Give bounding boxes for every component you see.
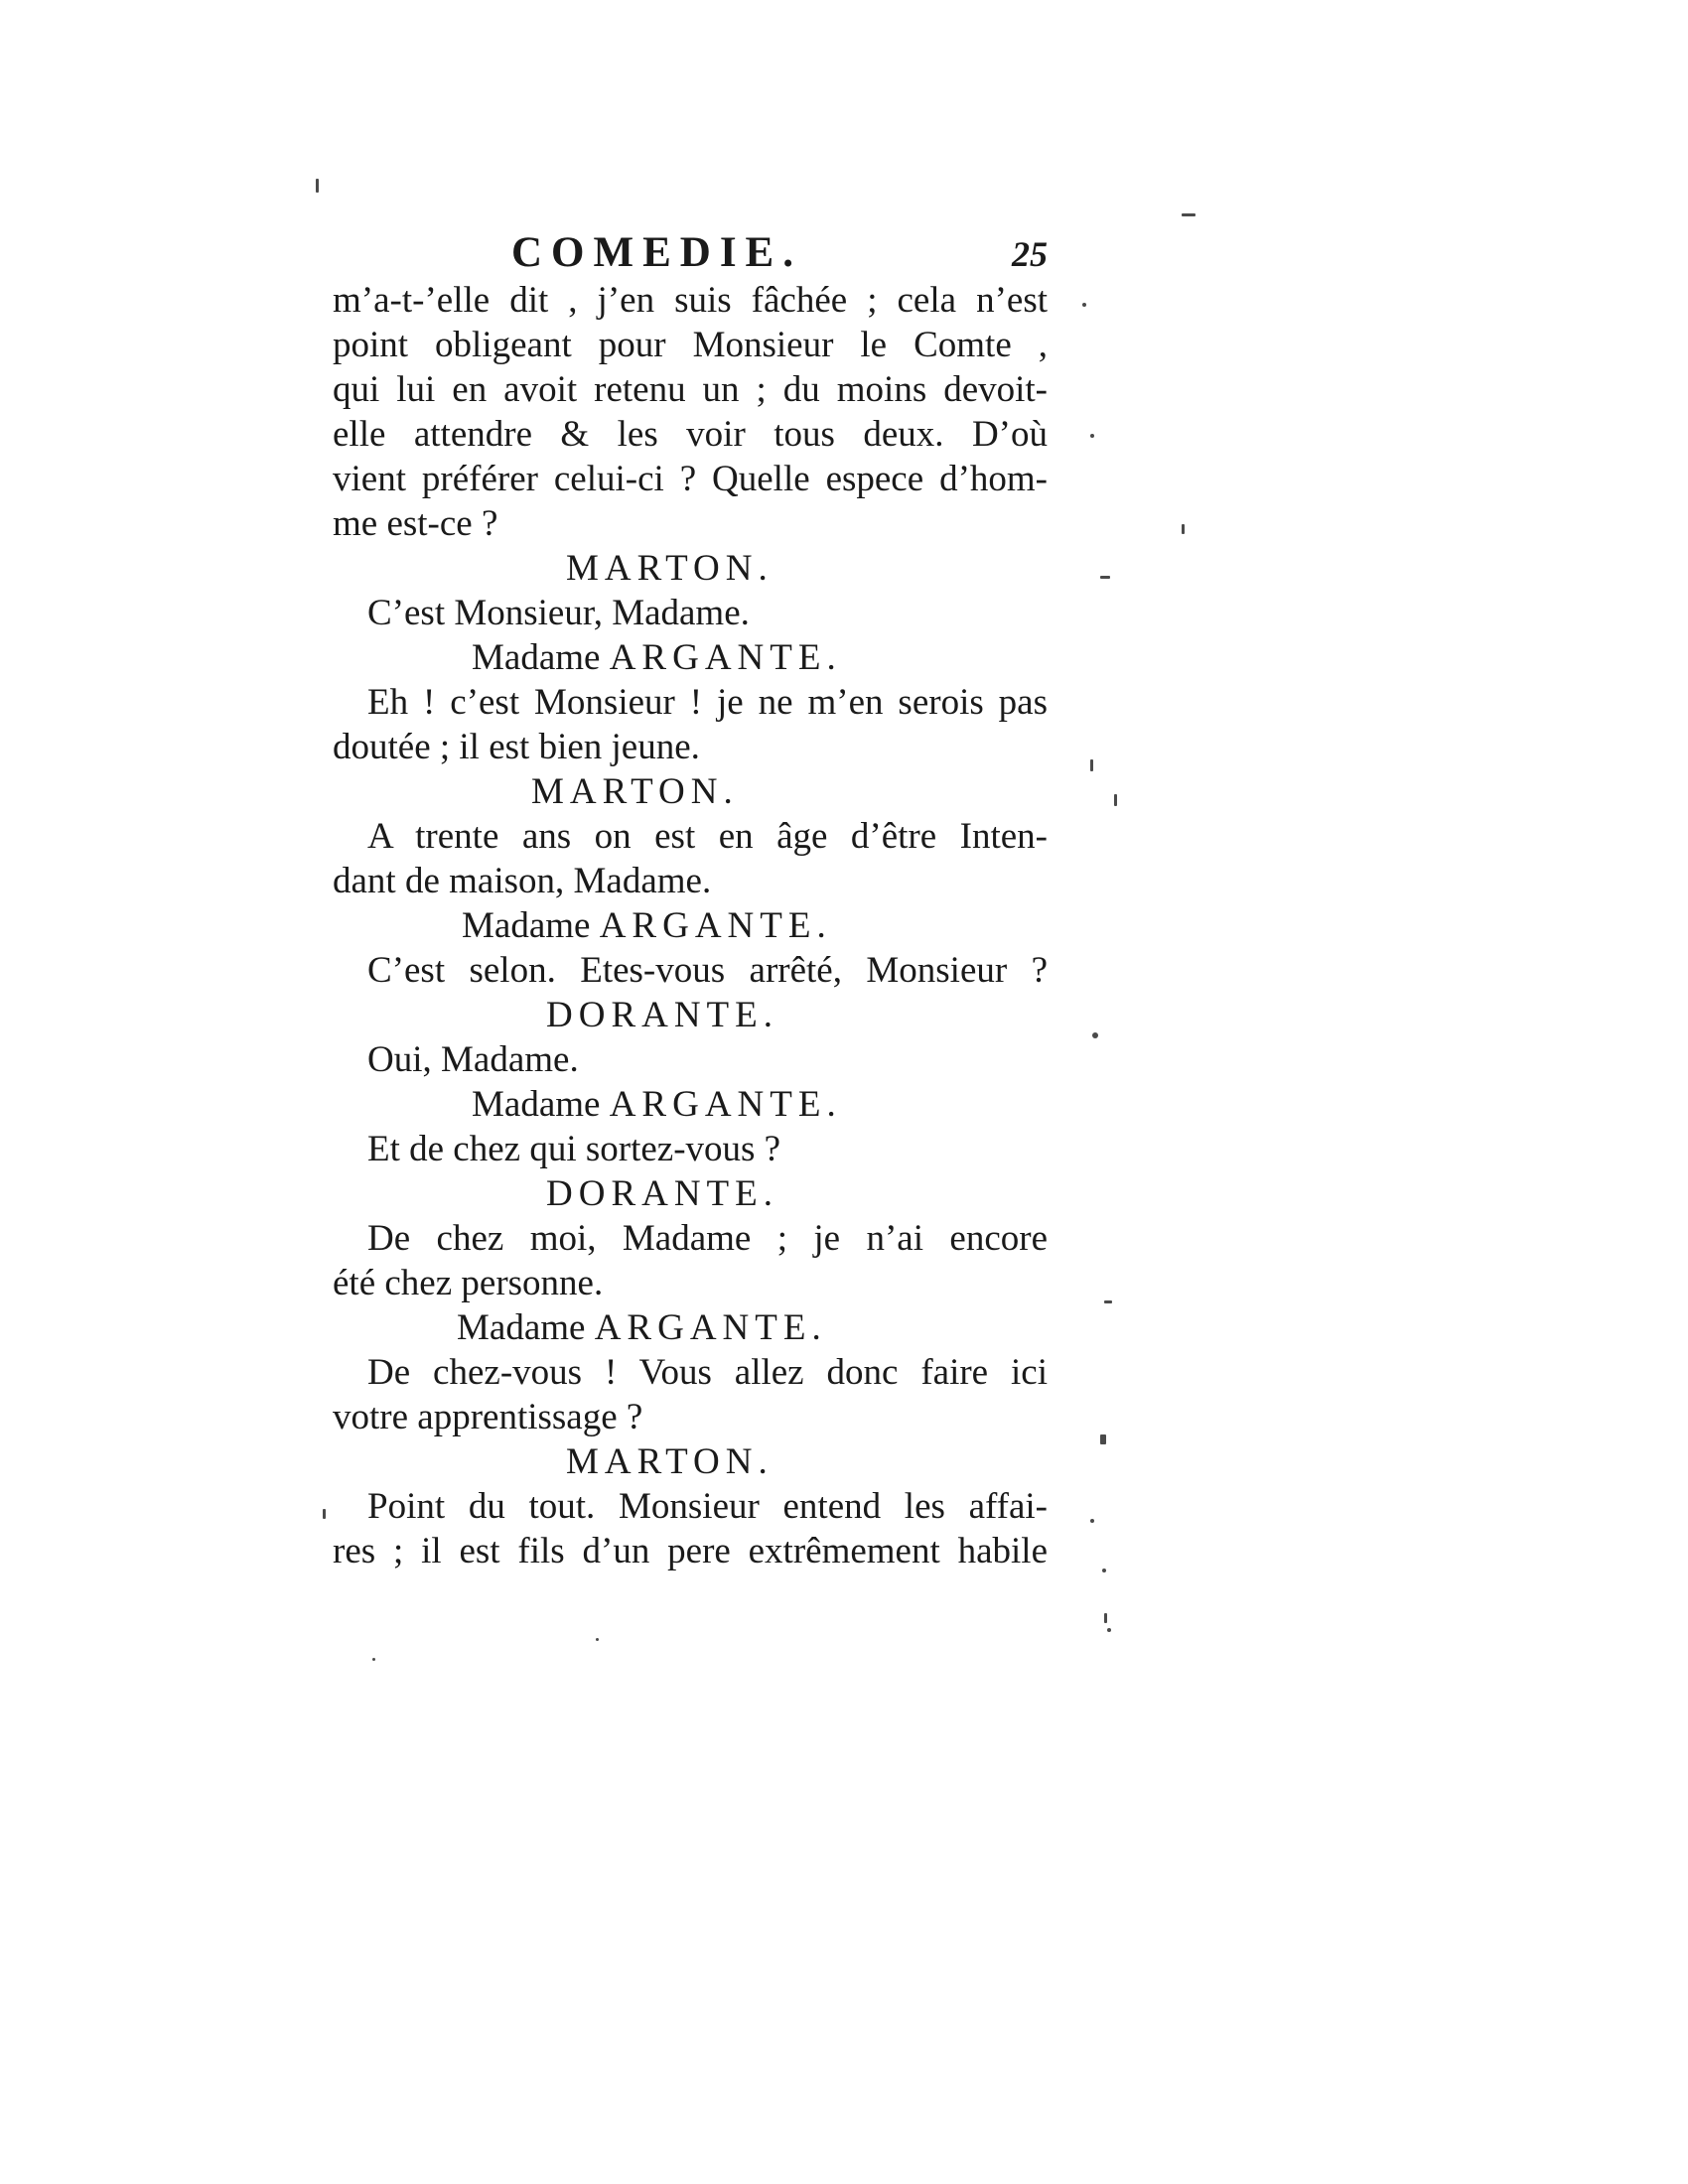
text-line: vient préférer celui-ci ? Quelle espece d’hom- (333, 459, 1048, 499)
speaker-heading: DORANTE. (546, 1173, 779, 1214)
running-title: COMEDIE. (511, 229, 802, 276)
dialogue-line: été chez personne. (333, 1263, 604, 1303)
dialogue-line: Oui, Madame. (367, 1039, 579, 1080)
speaker-prefix: Madame (462, 905, 600, 946)
dialogue-line: Point du tout. Monsieur entend les affai- (367, 1486, 1048, 1527)
text-line: elle attendre & les voir tous deux. D’où (333, 414, 1048, 455)
scan-speck (1182, 213, 1196, 216)
speaker-name: ARGANTE. (609, 637, 842, 678)
scan-speck (596, 1638, 599, 1641)
speaker-heading (333, 1305, 1048, 1350)
dialogue-line: A trente ans on est en âge d’être Inten- (367, 816, 1048, 857)
speaker-heading (333, 635, 1048, 680)
speaker-heading (333, 903, 1048, 948)
scan-speck (1082, 303, 1086, 307)
scan-speck (1092, 1032, 1098, 1038)
scan-speck (1182, 524, 1185, 534)
scan-speck (1100, 576, 1110, 579)
speaker-heading (333, 1082, 1048, 1127)
page-number: 25 (1012, 234, 1048, 274)
dialogue-line: Et de chez qui sortez-vous ? (367, 1129, 781, 1169)
scan-speck (316, 179, 319, 193)
scan-speck (1104, 1613, 1107, 1623)
page-text-block (333, 230, 1048, 1573)
dialogue-line: De chez moi, Madame ; je n’ai encore (367, 1218, 1048, 1259)
text-line: me est-ce ? (333, 503, 498, 544)
dialogue-line: Eh ! c’est Monsieur ! je ne m’en serois pas (367, 682, 1048, 723)
scan-speck (1090, 1519, 1094, 1523)
dialogue-line: votre apprentissage ? (333, 1397, 643, 1437)
text-line: qui lui en avoit retenu un ; du moins devoit- (333, 369, 1048, 410)
speaker-heading: MARTON. (566, 1441, 774, 1482)
dialogue-line: dant de maison, Madame. (333, 861, 712, 901)
speaker-name: ARGANTE. (594, 1307, 827, 1348)
scan-speck (1100, 1434, 1106, 1444)
scan-speck (1114, 794, 1117, 806)
scan-speck (1090, 759, 1093, 771)
speaker-heading: MARTON. (531, 771, 739, 812)
dialogue-line: C’est selon. Etes-vous arrêté, Monsieur ? (367, 950, 1048, 991)
scan-speck (323, 1509, 326, 1519)
dialogue-line: De chez-vous ! Vous allez donc faire ici (367, 1352, 1048, 1393)
speaker-name: ARGANTE. (599, 905, 832, 946)
text-line: m’a-t-’elle dit , j’en suis fâchée ; cela n’est (333, 280, 1048, 321)
scan-speck (1090, 434, 1094, 438)
scan-speck (1102, 1569, 1106, 1572)
scan-speck (1107, 1628, 1111, 1632)
speaker-name: ARGANTE. (609, 1084, 842, 1125)
speaker-prefix: Madame (472, 1084, 610, 1125)
speaker-prefix: Madame (472, 637, 610, 678)
scan-speck (1104, 1300, 1112, 1303)
page-header (333, 230, 1048, 280)
speaker-heading: MARTON. (566, 548, 774, 589)
dialogue-line: C’est Monsieur, Madame. (367, 593, 750, 633)
dialogue-line: res ; il est fils d’un pere extrêmement habile (333, 1531, 1048, 1571)
text-line: point obligeant pour Monsieur le Comte , (333, 325, 1048, 365)
dialogue-line: doutée ; il est bien jeune. (333, 727, 700, 767)
speaker-heading: DORANTE. (546, 995, 779, 1035)
speaker-prefix: Madame (457, 1307, 595, 1348)
scan-speck (372, 1658, 375, 1661)
